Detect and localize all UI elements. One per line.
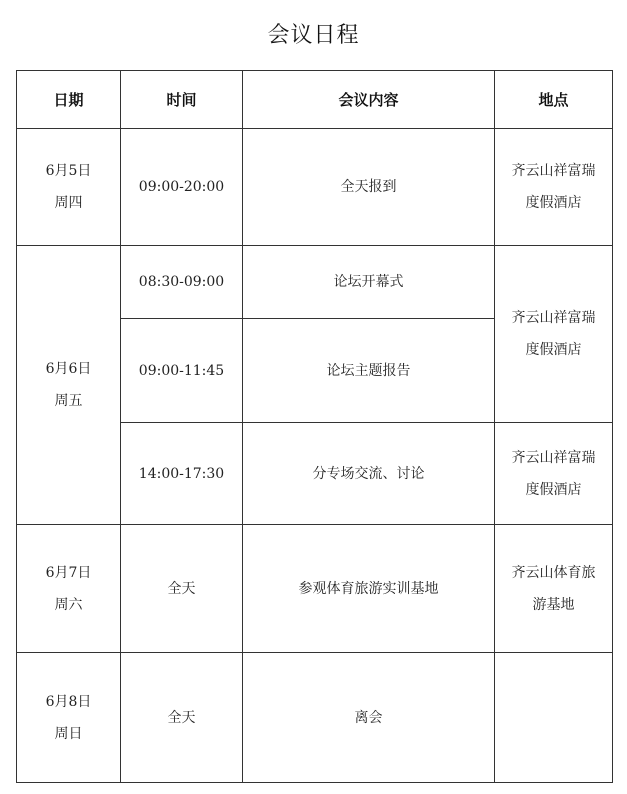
location-line: 度假酒店 (525, 195, 582, 211)
content-cell: 参观体育旅游实训基地 (243, 525, 495, 653)
content-cell: 分专场交流、讨论 (243, 423, 495, 525)
location-cell (495, 129, 613, 246)
date-text: 6月7日 (45, 564, 92, 581)
header-row (17, 71, 613, 129)
page-title: 会议日程 (267, 23, 360, 48)
location-line: 齐云山祥富瑞 (511, 163, 596, 179)
header-content: 会议内容 (243, 71, 495, 129)
schedule-table (16, 70, 613, 783)
table-row (17, 246, 613, 319)
table-row (17, 129, 613, 246)
content-cell: 论坛主题报告 (243, 319, 495, 423)
time-cell: 14:00-17:30 (121, 423, 243, 525)
date-text: 6月8日 (45, 693, 92, 710)
time-cell: 09:00-20:00 (121, 129, 243, 246)
location-line: 度假酒店 (525, 342, 582, 358)
table-row (17, 525, 613, 653)
time-cell: 09:00-11:45 (121, 319, 243, 423)
date-cell (17, 525, 121, 653)
location-line: 齐云山体育旅 (511, 564, 596, 581)
date-cell (17, 246, 121, 525)
location-cell (495, 246, 613, 423)
content-cell: 全天报到 (243, 129, 495, 246)
weekday-text: 周六 (54, 596, 83, 613)
location-cell (495, 525, 613, 653)
location-line: 游基地 (532, 596, 575, 613)
date-text: 6月5日 (45, 163, 92, 179)
header-date: 日期 (17, 71, 121, 129)
table-row (17, 653, 613, 783)
location-line: 度假酒店 (525, 481, 582, 498)
content-cell: 离会 (243, 653, 495, 783)
header-time: 时间 (121, 71, 243, 129)
weekday-text: 周四 (54, 195, 83, 211)
weekday-text: 周五 (54, 393, 83, 409)
location-cell (495, 653, 613, 783)
date-text: 6月6日 (45, 361, 92, 377)
location-line: 齐云山祥富瑞 (511, 449, 596, 466)
header-location: 地点 (495, 71, 613, 129)
location-cell (495, 423, 613, 525)
weekday-text: 周日 (54, 725, 83, 742)
location-line: 齐云山祥富瑞 (511, 310, 596, 326)
time-cell: 08:30-09:00 (121, 246, 243, 319)
time-cell: 全天 (121, 653, 243, 783)
content-cell: 论坛开幕式 (243, 246, 495, 319)
date-cell (17, 129, 121, 246)
time-cell: 全天 (121, 525, 243, 653)
date-cell (17, 653, 121, 783)
